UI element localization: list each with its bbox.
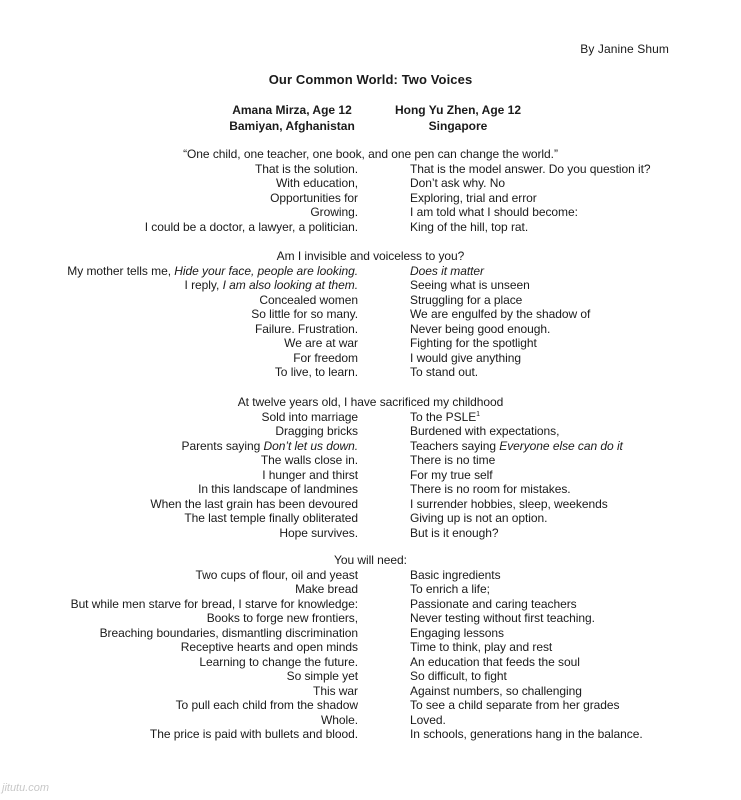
line-text: Struggling for a place	[410, 292, 523, 307]
line-text: To the PSLE	[410, 410, 477, 424]
stanza2-right-line	[410, 351, 521, 366]
poem-title: Our Common World: Two Voices	[268, 72, 473, 87]
stanza1-left-line: That is the solution.	[254, 162, 358, 176]
stanza1-left-line: I could be a doctor, a lawyer, a politician.	[144, 219, 358, 234]
stanza4-right-line: Against numbers, so challenging	[410, 683, 582, 698]
stanza2-right-line	[410, 365, 478, 380]
stanza4-right-line: Time to think, play and rest	[410, 640, 553, 655]
line-text: Concealed women	[259, 292, 358, 307]
line-text: Giving up is not an option.	[410, 511, 548, 526]
line-emphasis: I am also looking at them.	[222, 278, 358, 293]
stanza3-left-line	[279, 526, 358, 541]
stanza3-center-line: At twelve years old, I have sacrificed my childhood	[237, 395, 504, 409]
stanza4-right-line: In schools, generations hang in the balance.	[410, 726, 643, 741]
stanza4-left-line: The price is paid with bullets and blood.	[149, 726, 358, 741]
stanza1-left-line: Growing.	[310, 205, 358, 220]
stanza3-left-line	[261, 453, 358, 468]
stanza3-left-line	[262, 410, 358, 425]
author-right	[358, 102, 558, 134]
stanza3-right-line	[410, 497, 608, 512]
line-text: Never being good enough.	[410, 321, 551, 336]
line-text: Hope survives.	[279, 525, 358, 540]
author-right-name: Hong Yu Zhen, Age 12	[394, 103, 522, 117]
stanza2-left-line	[67, 264, 358, 279]
stanza2-left-line	[293, 351, 358, 366]
stanza4-right-line: Never testing without first teaching.	[410, 611, 595, 626]
stanza3-left-line	[262, 468, 358, 483]
stanza3-left-line	[184, 511, 358, 526]
stanza2-left-line	[251, 307, 358, 322]
line-text: To live, to learn.	[274, 365, 358, 380]
stanza2-center-line: Am I invisible and voiceless to you?	[276, 249, 465, 263]
line-text: Burdened with expectations,	[410, 424, 560, 439]
footnote-marker: 1	[476, 411, 481, 418]
stanza2-right-line	[410, 278, 530, 293]
line-text: In this landscape of landmines	[198, 482, 358, 497]
stanza1-right-line: I am told what I should become:	[410, 205, 578, 220]
stanza3-right-line	[410, 511, 547, 526]
stanza4-right-line: Loved.	[410, 712, 446, 727]
stanza4-center-line: You will need:	[334, 553, 407, 567]
line-text: Teachers saying	[410, 438, 500, 453]
stanza3-left-line	[198, 482, 358, 497]
line-text: I reply,	[184, 278, 223, 293]
stanza2-left-line	[259, 293, 358, 308]
line-text: To stand out.	[410, 365, 479, 380]
stanza1-left-line: With education,	[276, 176, 358, 191]
watermark: jitutu.com	[2, 782, 50, 794]
line-emphasis: Hide your face, people are looking.	[174, 264, 358, 278]
stanza4-right-line: To see a child separate from her grades	[410, 698, 620, 713]
stanza1-right-line: King of the hill, top rat.	[410, 219, 529, 234]
stanza4-left-line: Breaching boundaries, dismantling discrimination	[99, 625, 358, 640]
stanza4-right-line: To enrich a life;	[410, 582, 490, 597]
stanza2-right-line	[410, 293, 522, 308]
stanza4-left-line: Learning to change the future.	[199, 654, 358, 669]
line-text: I hunger and thirst	[262, 467, 358, 482]
stanza2-right-line	[410, 307, 590, 322]
stanza4-right-line: Basic ingredients	[410, 568, 501, 582]
stanza4-right-line: So difficult, to fight	[410, 669, 507, 684]
line-text: I would give anything	[410, 350, 522, 365]
stanza4-left-line: To pull each child from the shadow	[175, 698, 358, 713]
stanza2-right-line	[410, 322, 550, 337]
stanza4-left-line: So simple yet	[286, 669, 358, 684]
stanza4-left-line: But while men starve for bread, I starve for knowledge:	[70, 596, 358, 611]
stanza3-right-line	[410, 424, 559, 439]
stanza3-left-line	[150, 497, 358, 512]
stanza2-left-line	[255, 322, 358, 337]
line-text: Dragging bricks	[275, 424, 358, 439]
stanza4-left-line: Whole.	[320, 712, 358, 727]
stanza3-right-line	[410, 453, 495, 468]
author-left-place: Bamiyan, Afghanistan	[229, 119, 355, 133]
stanza4-left-line: Books to forge new frontiers,	[206, 611, 358, 626]
line-emphasis: Does it matter	[410, 264, 484, 278]
line-text: The last temple finally obliterated	[184, 511, 358, 526]
stanza4-left-line: This war	[313, 683, 358, 698]
stanza4-right-line: Passionate and caring teachers	[410, 596, 577, 611]
line-text: Parents saying	[181, 438, 264, 453]
line-text: We are engulfed by the shadow of	[410, 307, 591, 322]
line-emphasis: Everyone else can do it	[499, 438, 623, 453]
stanza2-right-line	[410, 264, 484, 279]
stanza1-left-line: Opportunities for	[270, 190, 358, 205]
line-text: I surrender hobbies, sleep, weekends	[410, 496, 608, 511]
stanza2-right-line	[410, 336, 537, 351]
byline: By Janine Shum	[580, 42, 669, 56]
stanza2-left-line	[185, 278, 358, 293]
line-text: My mother tells me,	[67, 264, 175, 278]
stanza4-right-line: An education that feeds the soul	[410, 654, 580, 669]
stanza3-right-line	[410, 410, 480, 425]
stanza4-right-line: Engaging lessons	[410, 625, 504, 640]
line-text: There is no time	[410, 453, 496, 468]
author-left-name: Amana Mirza, Age 12	[232, 103, 352, 117]
line-text: Failure. Frustration.	[255, 321, 358, 336]
stanza1-right-line: That is the model answer. Do you question it?	[410, 162, 651, 176]
stanza3-right-line	[410, 482, 571, 497]
line-text: When the last grain has been devoured	[150, 496, 358, 511]
stanza3-left-line	[275, 424, 358, 439]
line-text: Sold into marriage	[261, 410, 358, 424]
stanza4-left-line: Receptive hearts and open minds	[180, 640, 358, 655]
line-emphasis: Don’t let us down.	[263, 438, 358, 453]
line-text: So little for so many.	[251, 307, 358, 322]
stanza1-right-line: Exploring, trial and error	[410, 190, 537, 205]
line-text: Fighting for the spotlight	[410, 336, 537, 351]
line-text: For my true self	[410, 467, 493, 482]
stanza2-left-line	[284, 336, 358, 351]
line-text: For freedom	[293, 350, 358, 365]
stanza3-left-line	[182, 439, 358, 454]
stanza2-left-line	[275, 365, 358, 380]
stanza3-right-line	[410, 439, 623, 454]
line-text: There is no room for mistakes.	[410, 482, 571, 497]
author-right-place: Singapore	[428, 119, 488, 133]
stanza3-right-line	[410, 526, 499, 541]
stanza1-right-line: Don’t ask why. No	[410, 176, 505, 191]
stanza3-right-line	[410, 468, 493, 483]
stanza4-left-line: Two cups of flour, oil and yeast	[195, 568, 358, 582]
line-text: The walls close in.	[260, 453, 358, 468]
stanza4-left-line: Make bread	[295, 582, 358, 597]
line-text: We are at war	[284, 336, 358, 351]
line-text: But is it enough?	[410, 525, 499, 540]
line-text: Seeing what is unseen	[410, 278, 530, 293]
stanza1-center-line: “One child, one teacher, one book, and one pen can change the world.”	[183, 147, 558, 161]
